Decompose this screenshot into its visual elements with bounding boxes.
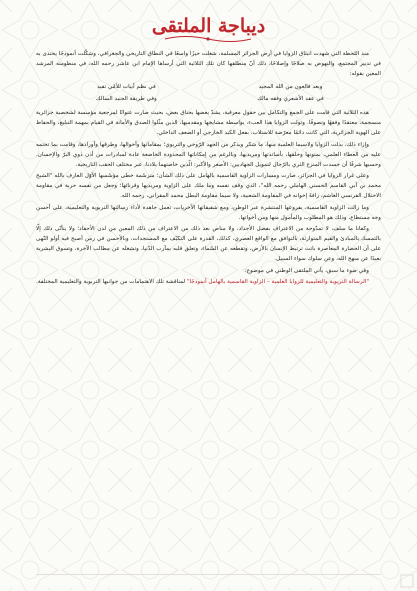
- body-paragraph: وعلى غرار الزوايا في الجزائر، صارت ومسارات الزاوية القاسمية بالهامل على ذلك الشأن؛ مترسّمة خطى مؤسّسها الأوّل العارف بالله "الشيخ محمد بن أبي القاسم الحسني الهاملي رحمه الله"، الذي وقف نفسه وما ملك على الزاوية ومريديها وقرنائها؛ وجعل من نفسه حربة في مقاومة الاحتلال الفرنسي الغاشم، زافةً إخوانه في المقاومة الشعبية، ولا سيما مقاومة البطل محمد المقراني، رحمه الله.: [36, 173, 381, 200]
- closing-text: لمناقشة تلك الاهتمامات من جوانبها التربوية والتعليمية المختلفة.: [36, 278, 187, 285]
- footer-divider: [36, 574, 381, 575]
- poem-hemistich: في نظم أبيات للأمّي تفيد: [97, 84, 156, 91]
- poem-hemistich: وبعد فالعون من الله المجيد: [258, 84, 323, 91]
- poem-verse-row: [36, 94, 381, 106]
- body-paragraph: وإزاء ذلك، بذلت الزوايا ولاسيما العلمية منها، ما شكر ويذكر من الجهد الرّوحي والتربوي؛ بمقاماتها وأحوالها، وطرقها وأورادها، وقامت بما تحتمه عليه من العطاء العلمي، بمتونها وحلقها، بأساتذتها ومريديها، وبالرغم من إمكاناتها المحدودة الخاضعة عادة لمبادرات من أذن ذوي البرّ والإحسان. وحسبها شرفًا أن جسدت المنزع الثري بالرّجال لتمويل الجهاديين: الأصغر والأكبر: الّذين خاضتهما بلادنا، عبر مختلف الحقب التاريخية.: [36, 141, 381, 168]
- poem-hemistich: وفي طريقة الجنيد السالك: [96, 95, 157, 102]
- poem-verse-row: [36, 82, 381, 94]
- conference-topic-quote: "الرسالة التربوية والتعليمية للزوايا العلمية – الزاوية القاسمية بالهامل أنموذجًا": [186, 278, 369, 285]
- intro-paragraph: منذ اللحظة التي شهدت انبثاق الزوايا في أرض الجزائر المسلمة، شغلت حيزًا واسعًا في النطاق التاريخي والجغرافي، وشكّلت أنموذجًا يحتذى به في تدبير المجتمع، والنهوض به صلاحًا وإصلاحًا، ذلك أنّ منطلقها كان تلك الثلاثية التي أرساها الإمام ابن عاشر رحمه الله، في منظومته المرشد المعين بقوله:: [36, 51, 381, 78]
- poem-hemistich: في عقد الأشعري وفقه مالك: [257, 95, 324, 102]
- body-paragraph: هذه الثلاثية التي قامت على الجمع والتكامل بين حقول معرفية، يشدّ بعضها بحناق بعض، بحيث صارت عنوانًا لمرجعية مؤسسة لشخصية جزائرية منسجمة، معتقدًا وفقهًا وتصوفًا. وتولت الزوايا هذا العبء، بواسطة مشايخها ومقدميها، الذين مثّلوا الصدق والأمانة في القيام بمهمة التبليغ، والحفاظ على الهوية الجزائرية، التي كانت دائمًا معرّضة للاستلاب، بفعل الكيد الخارجي أو الضعف الداخلي.: [36, 110, 381, 137]
- title-flourish-ornament: [163, 34, 253, 44]
- body-paragraph: وفي ضوء ما سبق، يأتي الملتقى الوطني في موضوع:: [244, 267, 369, 274]
- document-body: [36, 49, 381, 288]
- body-paragraph: وكفانا ما سلف، لا تمدّوحة من الاعتراف بفضل الأجداد، ولا مناص بعد ذلك من الاعتراف من ذلك المعين من لدن الأحفاد؛ ولا يتأتّى ذلك إلّا بالتمسك بالمبادئ والقيم المتوارثة، بالتوافق مع الواقع العصري، كذلك، القدرة على التكيّف مع المستجدات، وبالأحسن في زمن أصبح فيه أولو النّهى على أن الحضارة المعاصرة باتت ترتبط الإنسان بالأرض، وتقطعه عن السّماء، وتعلق قلبه بمآرب الدّنيا، وتشغله عن مطالب الآخرة، وتسوق البشرية بعيدًا عن منهج الله، وعن سلوك سواء السبيل.: [36, 226, 381, 263]
- closing-paragraph: [36, 277, 381, 287]
- poem-verses: [36, 82, 381, 105]
- body-paragraph: وما زالت الزاوية القاسمية، بفروعها المنتشرة عبر الوطن، ومع شقيقاتها الأخريات، تعمل جاهدة لأداء رسالتها التربوية والتعليمية، على أحسن وجه مستطاع، وذلك هو المطلوب والمأمول منها ومن أخواتها.: [36, 204, 381, 221]
- page-corner-mark: [399, 573, 415, 589]
- page-title: ديباجة الملتقى: [151, 15, 266, 37]
